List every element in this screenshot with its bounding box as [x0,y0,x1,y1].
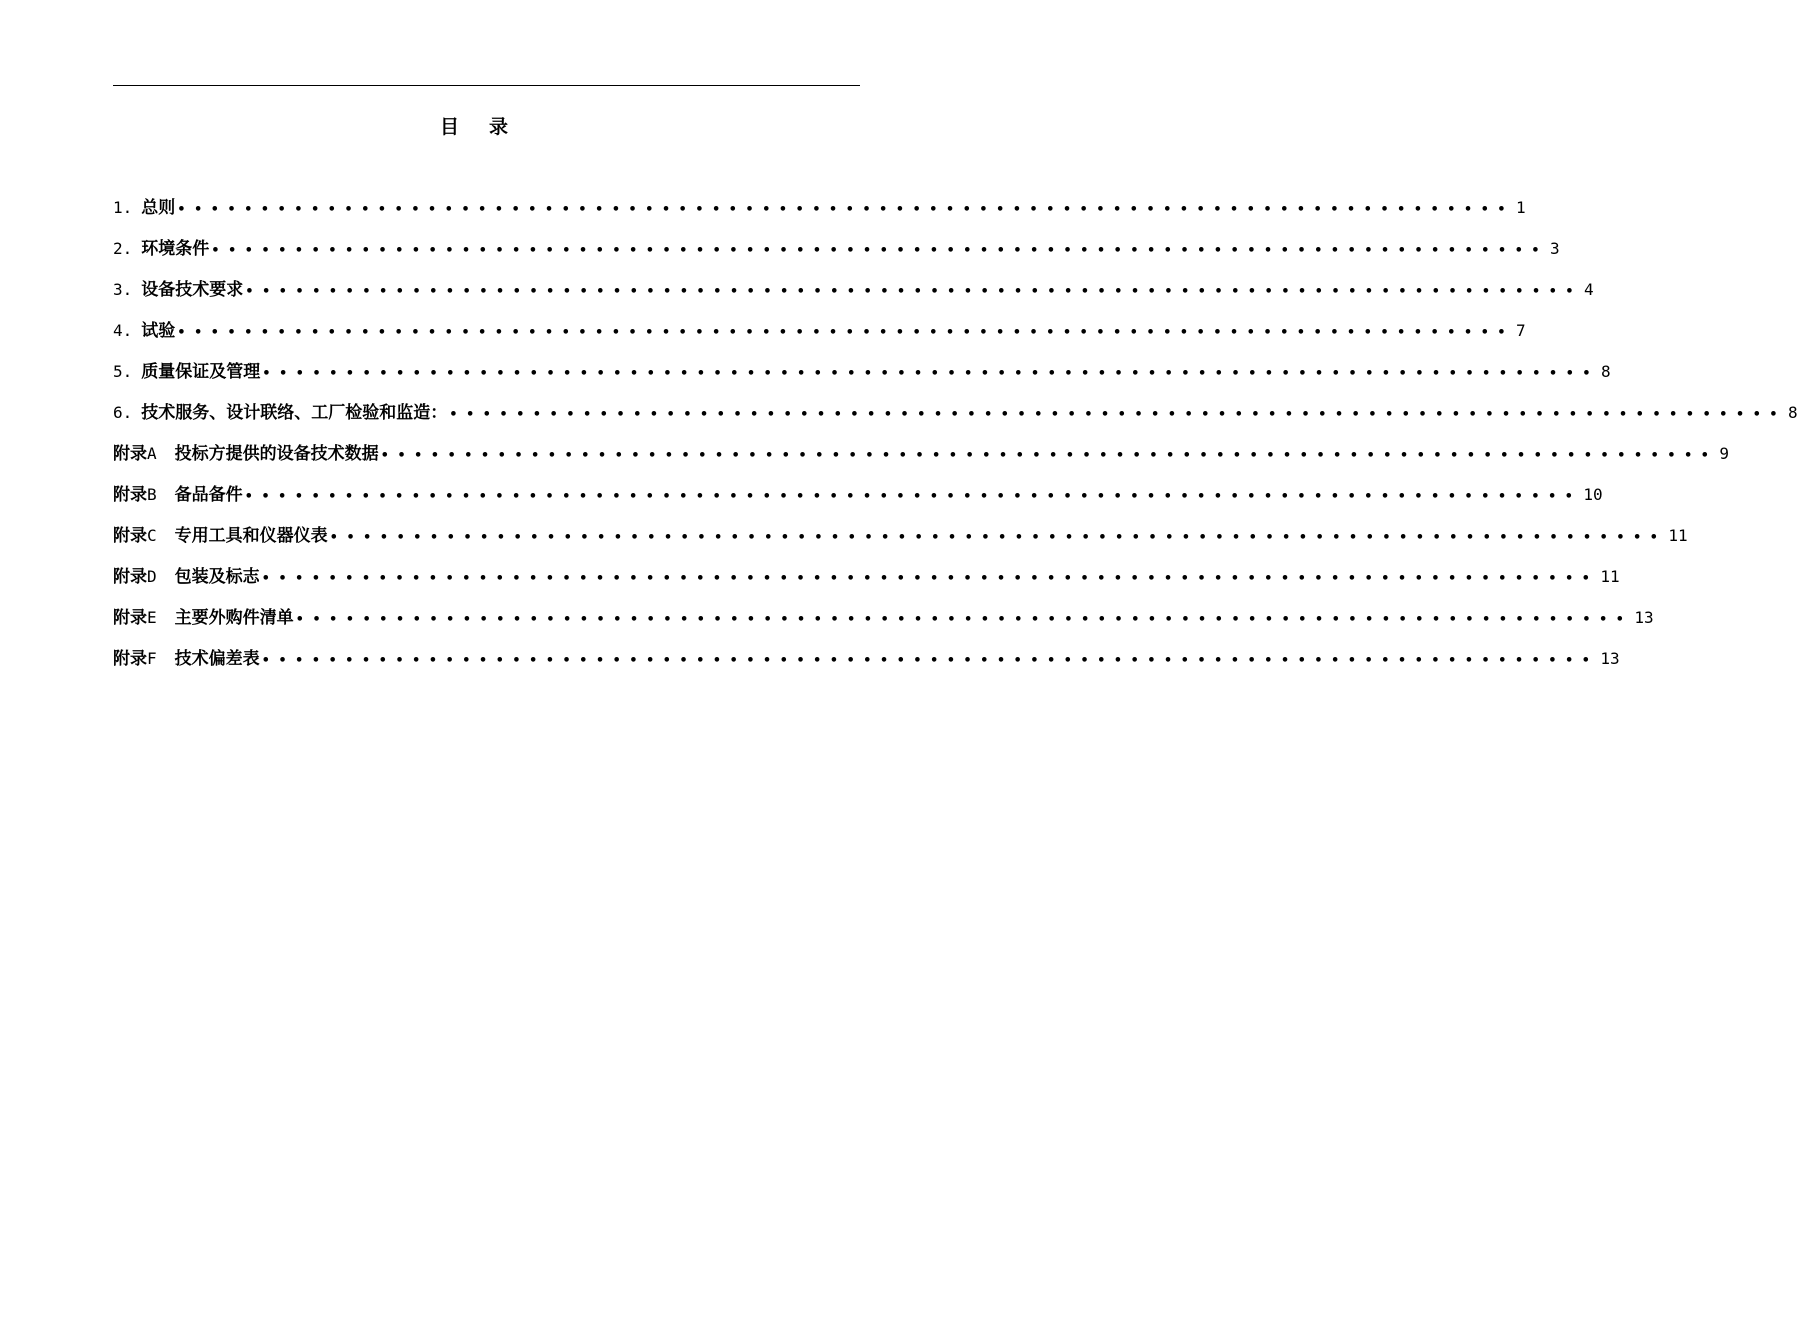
toc-entry-appendix-letter: E [147,608,157,627]
toc-entry[interactable] [113,316,1526,357]
toc-dot-leader: •••••••••••••••••••••••••••••••••••••••••••••••••••••••••••••••••••••••••••••••• [449,407,1786,422]
toc-entry-label: 投标方提供的设备技术数据 [174,444,379,464]
toc-entry-label: 包装及标志 [174,567,260,587]
toc-entry-page-number: 7 [1516,321,1526,340]
toc-entry-appendix-letter: A [147,444,157,463]
toc-entry-label: 设备技术要求 [141,280,244,300]
toc-entry[interactable] [113,439,1730,480]
toc-entry-appendix-letter: D [147,567,157,586]
toc-entry-appendix-prefix: 附录 [113,567,147,587]
toc-dot-leader: •••••••••••••••••••••••••••••••••••••••••••••••••••••••••••••••••••••••••••••••• [244,489,1582,504]
toc-entry[interactable] [113,521,1688,562]
toc-entry-appendix-prefix: 附录 [113,444,147,464]
title-char-2: 录 [489,116,511,138]
toc-entry-appendix-prefix: 附录 [113,526,147,546]
toc-entry[interactable] [113,480,1603,521]
toc-dot-leader: •••••••••••••••••••••••••••••••••••••••••••••••••••••••••••••••••••••••••••••••• [261,653,1599,668]
toc-dot-leader: •••••••••••••••••••••••••••••••••••••••••••••••••••••••••••••••••••••••••••••••• [262,366,1599,381]
toc-entry[interactable] [113,644,1620,685]
toc-entry-page-number: 13 [1634,608,1654,627]
toc-entry-number: 5. [113,362,133,381]
toc-entry[interactable] [113,398,1798,439]
toc-entry-page-number: 3 [1550,239,1560,258]
toc-entry-appendix-prefix: 附录 [113,649,147,669]
header-rule [113,85,860,86]
toc-entry-page-number: 8 [1788,403,1798,422]
toc-dot-leader: •••••••••••••••••••••••••••••••••••••••••••••••••••••••••••••••••••••••••••••••• [211,243,1548,258]
toc-entry-label: 技术服务、设计联络、工厂检验和监造： [141,403,448,423]
toc-entry-page-number: 1 [1516,198,1526,217]
toc-entry[interactable] [113,357,1611,398]
toc-entry-number: 4. [113,321,133,340]
toc-dot-leader: •••••••••••••••••••••••••••••••••••••••••••••••••••••••••••••••••••••••••••••••• [261,571,1599,586]
toc-entry-page-number: 13 [1600,649,1620,668]
toc-entry-number: 1. [113,198,133,217]
toc-entry-number: 6. [113,403,133,422]
toc-entry[interactable] [113,234,1560,275]
toc-entry-label: 质量保证及管理 [141,362,261,382]
toc-dot-leader: •••••••••••••••••••••••••••••••••••••••••••••••••••••••••••••••••••••••••••••••• [295,612,1633,627]
toc-entry-label: 备品备件 [174,485,243,505]
toc-entry[interactable] [113,275,1594,316]
toc-entry-number: 2. [113,239,133,258]
toc-entry-appendix-letter: C [147,526,157,545]
toc-entry-number: 3. [113,280,133,299]
toc-dot-leader: •••••••••••••••••••••••••••••••••••••••••••••••••••••••••••••••••••••••••••••••• [177,325,1514,340]
toc-entry-page-number: 10 [1583,485,1603,504]
toc-entry-label: 专用工具和仪器仪表 [174,526,328,546]
toc-entry[interactable] [113,562,1620,603]
toc-dot-leader: •••••••••••••••••••••••••••••••••••••••••••••••••••••••••••••••••••••••••••••••• [177,202,1514,217]
page-title [0,112,950,139]
toc-entry[interactable] [113,603,1654,644]
toc-entry-appendix-prefix: 附录 [113,485,147,505]
toc-entry-appendix-letter: B [147,485,157,504]
toc-entry-label: 环境条件 [141,239,210,259]
toc-entry-label: 主要外购件清单 [174,608,294,628]
toc-entry-appendix-prefix: 附录 [113,608,147,628]
toc-entry-page-number: 8 [1601,362,1611,381]
toc-entry-page-number: 4 [1584,280,1594,299]
title-char-1: 目 [439,116,461,138]
toc-entry-label: 总则 [141,198,176,218]
toc-dot-leader: •••••••••••••••••••••••••••••••••••••••••••••••••••••••••••••••••••••••••••••••• [329,530,1667,545]
toc-entry-label: 试验 [141,321,176,341]
toc-entry-page-number: 11 [1600,567,1620,586]
toc-dot-leader: •••••••••••••••••••••••••••••••••••••••••••••••••••••••••••••••••••••••••••••••• [245,284,1582,299]
toc-entry-appendix-letter: F [147,649,157,668]
toc-entry-page-number: 11 [1668,526,1688,545]
toc-entry-page-number: 9 [1719,444,1730,463]
toc-entry-label: 技术偏差表 [174,649,260,669]
table-of-contents [113,193,1798,685]
toc-entry[interactable] [113,193,1526,234]
toc-dot-leader: •••••••••••••••••••••••••••••••••••••••••••••••••••••••••••••••••••••••••••••••• [380,448,1718,463]
